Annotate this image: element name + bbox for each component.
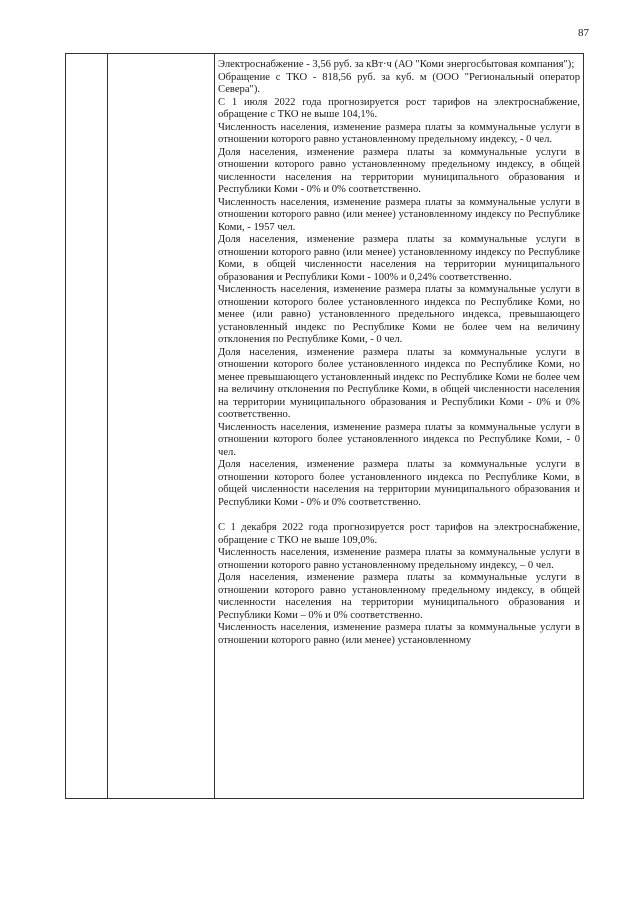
paragraph: Доля населения, изменение размера платы за коммунальные услуги в отношении которого равно установленному предельному индексу, в общей численности населения на территории муниципального образования и Республики Коми - 0% и 0% соответственно. <box>218 146 580 195</box>
paragraph-gap <box>218 509 580 522</box>
column-divider-1 <box>107 54 108 798</box>
text-cell <box>218 59 580 647</box>
page-number: 87 <box>578 27 589 39</box>
paragraph: Численность населения, изменение размера платы за коммунальные услуги в отношении которого равно (или менее) установленному индексу по Республике Коми, - 1957 чел. <box>218 196 580 233</box>
paragraph: Доля населения, изменение размера платы за коммунальные услуги в отношении которого равно (или менее) установленному индексу по Республике Коми, в общей численности населения на территории муниципального образования и Республики Коми - 100% и 0,24% соответственно. <box>218 234 580 283</box>
paragraph: Электроснабжение - 3,56 руб. за кВт·ч (АО "Коми энергосбытовая компания"); <box>218 59 575 70</box>
paragraph: Численность населения, изменение размера платы за коммунальные услуги в отношении которого более установленного индекса по Республике Коми, - 0 чел. <box>218 421 580 458</box>
paragraph: Численность населения, изменение размера платы за коммунальные услуги в отношении которого равно установленному предельному индексу, - 0 чел. <box>218 121 580 145</box>
paragraph: Численность населения, изменение размера платы за коммунальные услуги в отношении которого равно (или менее) установленному <box>218 622 580 646</box>
paragraph: Доля населения, изменение размера платы за коммунальные услуги в отношении которого более установленного индекса по Республике Коми, в общей численности населения на территории муниципального образования и Республики Коми - 0% и 0% соответственно. <box>218 459 580 508</box>
paragraph: С 1 июля 2022 года прогнозируется рост тарифов на электроснабжение, обращение с ТКО не выше 104,1%. <box>218 96 580 120</box>
document-table <box>65 53 584 799</box>
paragraph: С 1 декабря 2022 года прогнозируется рост тарифов на электроснабжение, обращение с ТКО не выше 109,0%. <box>218 522 580 546</box>
paragraph: Обращение с ТКО - 818,56 руб. за куб. м (ООО "Региональный оператор Севера"). <box>218 71 580 95</box>
column-divider-2 <box>214 54 215 798</box>
paragraph: Доля населения, изменение размера платы за коммунальные услуги в отношении которого более установленного индекса по Республике Коми, но менее превышающего установленный индекс по Республике Коми не более чем на величину отклонения по Республике Коми, в общей численности населения на территории муниципального образования и Республики Коми - 0% и 0% соответственно. <box>218 346 580 420</box>
paragraph: Численность населения, изменение размера платы за коммунальные услуги в отношении которого равно установленному предельному индексу, – 0 чел. <box>218 547 580 571</box>
paragraph: Доля населения, изменение размера платы за коммунальные услуги в отношении которого равно установленному предельному индексу, в общей численности населения на территории муниципального образования и Республики Коми – 0% и 0% соответственно. <box>218 572 580 621</box>
paragraph: Численность населения, изменение размера платы за коммунальные услуги в отношении которого более установленного индекса по Республике Коми, но менее (или равно) установленного предельного индекса, превышающего установленный индекс по Республике Коми не более чем на величину отклонения по Республике Коми, - 0 чел. <box>218 284 580 345</box>
